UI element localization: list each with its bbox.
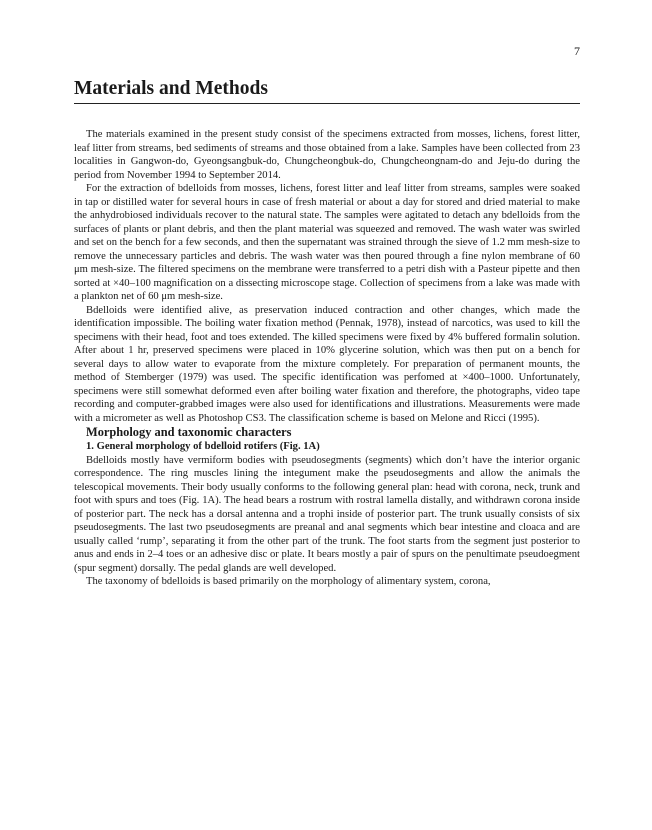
- page-number: 7: [574, 44, 580, 58]
- paragraph-taxonomy: The taxonomy of bdelloids is based primarily on the morphology of alimentary system, corona,: [86, 576, 491, 587]
- paragraph-identification: Bdelloids were identified alive, as preservation induced contraction and other changes, which made the identification impossible. The boiling water fixation method (Pennak, 1978), instead of narcotics, was used to kill the specimens with their head, foot and toes extended. The killed specimens were fixed by 4% buffered formalin solution. After about 1 hr, preserved specimens were placed in 10% glycerine solution, which was then put on a bench for several days to allow water to evaporate from the mixture completely. For preparation of permanent mounts, the method of Stemberger (1979) was used. The specific identification was perfomed at ×400–1000. Unfortunately, specimens were still somewhat deformed even after boiling water fixation and therefore, the photographs, video tape recording and computer-grabbed images were also used for identifications and illustrations. Measurements were made with a micrometer as well as Photoshop CS3. The classification scheme is based on Melone and Ricci (1995).: [74, 304, 580, 424]
- paragraph-morphology: Bdelloids mostly have vermiform bodies with pseudosegments (segments) which don’t have the interior organic correspondence. The ring muscles lining the integument make the pseudosegments and allow the animals the telescopical movements. Their body usually conforms to the following general plan: head with corona, neck, trunk and foot with spurs and toes (Fig. 1A). The head bears a rostrum with rostral lamella distally, and withdrawn corona inside of posterior part. The neck has a dorsal antenna and a trophi inside of posterior part. The trunk usually consists of six pseudosegments. The last two pseudosegments are preanal and anal segments which bear intestine and cloaca and are usually called ‘rump’, separating it from the other part of the trunk. The foot starts from the segment just posterior to anus and ends in 2–4 toes or an adhesive disc or plate. It bears mostly a pair of spurs on the penultimate pseudoegment (spur segment) dorsally. The pedal glands are well developed.: [74, 454, 580, 574]
- chapter-title: Materials and Methods: [74, 78, 580, 104]
- paragraph-extraction: For the extraction of bdelloids from mosses, lichens, forest litter and leaf litter from streams, samples were soaked in tap or distilled water for several hours in case of fresh material or about a day for stored and dried material to make the anhydrobiosed individuals recover to the natural state. The samples were agitated to detach any bdelloids from the surfaces of plants or plant debris, and then the plant material was squeezed and removed. The wash water was swirled and set on the bench for a few seconds, and then the supernatant was strained through the sieve of 1.2 mm mesh-size to remove the unnecessary particles and debris. The wash water was then poured through a fine nylon membrane of 60 μm mesh-size. The filtered specimens on the membrane were transferred to a petri dish with a Pasteur pipette and then sorted at ×40–100 magnification on a dissecting microscope stage. Collection of specimens from a lake was made with a plankton net of 60 μm mesh-size.: [74, 183, 580, 302]
- body-text: [74, 128, 580, 589]
- paragraph-materials: The materials examined in the present study consist of the specimens extracted from mosses, lichens, forest litter, leaf litter from streams, bed sediments of streams and those obtained from a lake. Samples have been collected from 23 localities in Gangwon-do, Gyeongsangbuk-do, Chungcheongbuk-do, Chungcheongnam-do and Jeju-do during the period from November 1994 to September 2014.: [74, 129, 580, 181]
- subsection-heading: 1. General morphology of bdelloid rotifers (Fig. 1A): [86, 441, 320, 452]
- section-heading: Morphology and taxonomic characters: [86, 425, 292, 439]
